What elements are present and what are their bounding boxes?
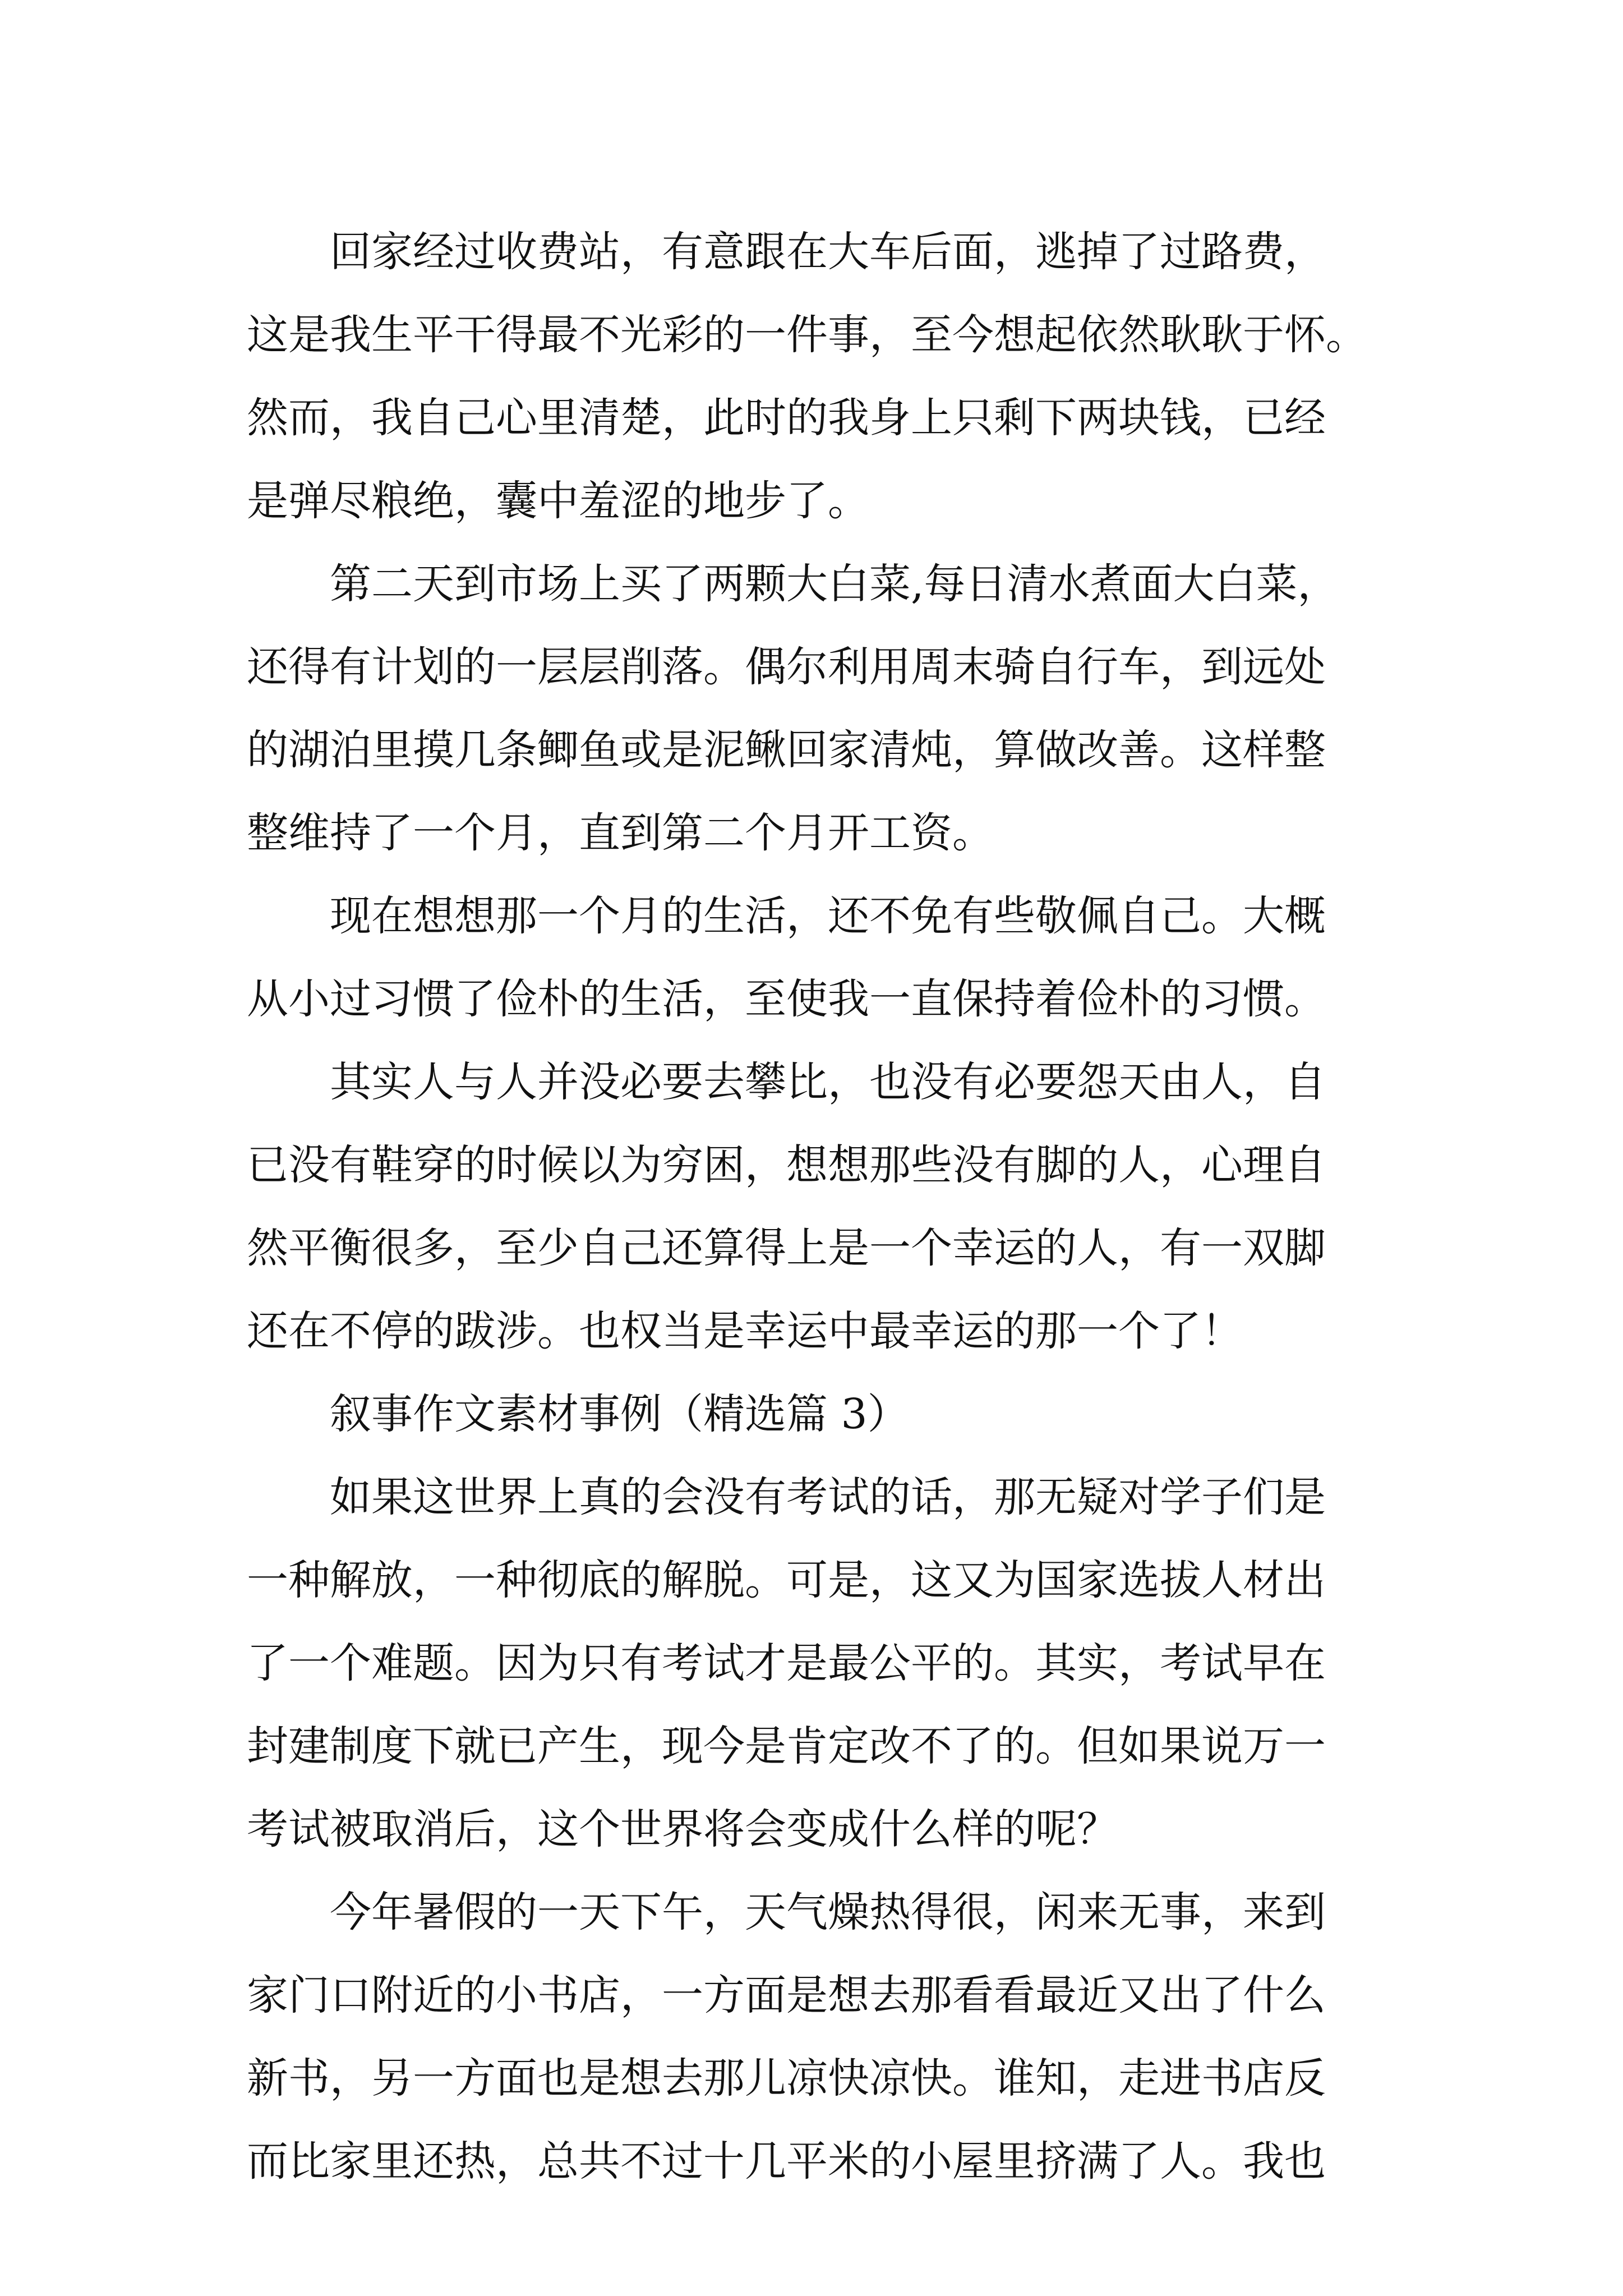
text-line: 然平衡很多，至少自己还算得上是一个幸运的人，有一双脚 <box>247 1224 1326 1272</box>
text-line: 的湖泊里摸几条鲫鱼或是泥鳅回家清炖，算做改善。这样整 <box>247 726 1326 774</box>
text-line: 一种解放，一种彻底的解脱。可是，这又为国家选拔人材出 <box>247 1556 1326 1604</box>
text-line: 封建制度下就已产生，现今是肯定改不了的。但如果说万一 <box>247 1722 1326 1770</box>
text-line: 考试被取消后，这个世界将会变成什么样的呢？ <box>247 1805 1118 1853</box>
text-line: 而比家里还热，总共不过十几平米的小屋里挤满了人。我也 <box>247 2137 1326 2185</box>
text-line: 了一个难题。因为只有考试才是最公平的。其实，考试早在 <box>247 1639 1326 1687</box>
text-line: 现在想想那一个月的生活，还不免有些敬佩自己。大概 <box>330 892 1326 940</box>
text-line: 这是我生平干得最不光彩的一件事，至今想起依然耿耿于怀。 <box>247 311 1367 359</box>
section-heading: 叙事作文素材事例（精选篇 3） <box>330 1390 909 1438</box>
text-line: 如果这世界上真的会没有考试的话，那无疑对学子们是 <box>330 1473 1326 1521</box>
text-line: 整维持了一个月，直到第二个月开工资。 <box>247 809 994 857</box>
text-line: 第二天到市场上买了两颗大白菜,每日清水煮面大白菜， <box>330 560 1339 608</box>
text-line: 新书，另一方面也是想去那儿凉快凉快。谁知，走进书店反 <box>247 2054 1326 2102</box>
text-line: 还得有计划的一层层削落。偶尔利用周末骑自行车，到远处 <box>247 643 1326 691</box>
text-line: 今年暑假的一天下午，天气燥热得很，闲来无事，来到 <box>330 1888 1326 1936</box>
text-line: 家门口附近的小书店，一方面是想去那看看最近又出了什么 <box>247 1971 1326 2019</box>
text-line: 已没有鞋穿的时候以为穷困，想想那些没有脚的人，心理自 <box>247 1141 1326 1189</box>
text-line: 还在不停的跋涉。也权当是幸运中最幸运的那一个了！ <box>247 1307 1243 1355</box>
text-line: 从小过习惯了俭朴的生活，至使我一直保持着俭朴的习惯。 <box>247 975 1326 1023</box>
text-line: 其实人与人并没必要去攀比，也没有必要怨天由人，自 <box>330 1058 1326 1106</box>
body-text <box>247 210 1430 2203</box>
text-line: 然而，我自己心里清楚，此时的我身上只剩下两块钱，已经 <box>247 394 1326 442</box>
text-line: 回家经过收费站，有意跟在大车后面，逃掉了过路费， <box>330 228 1326 276</box>
text-line: 是弹尽粮绝，囊中羞涩的地步了。 <box>247 477 869 525</box>
